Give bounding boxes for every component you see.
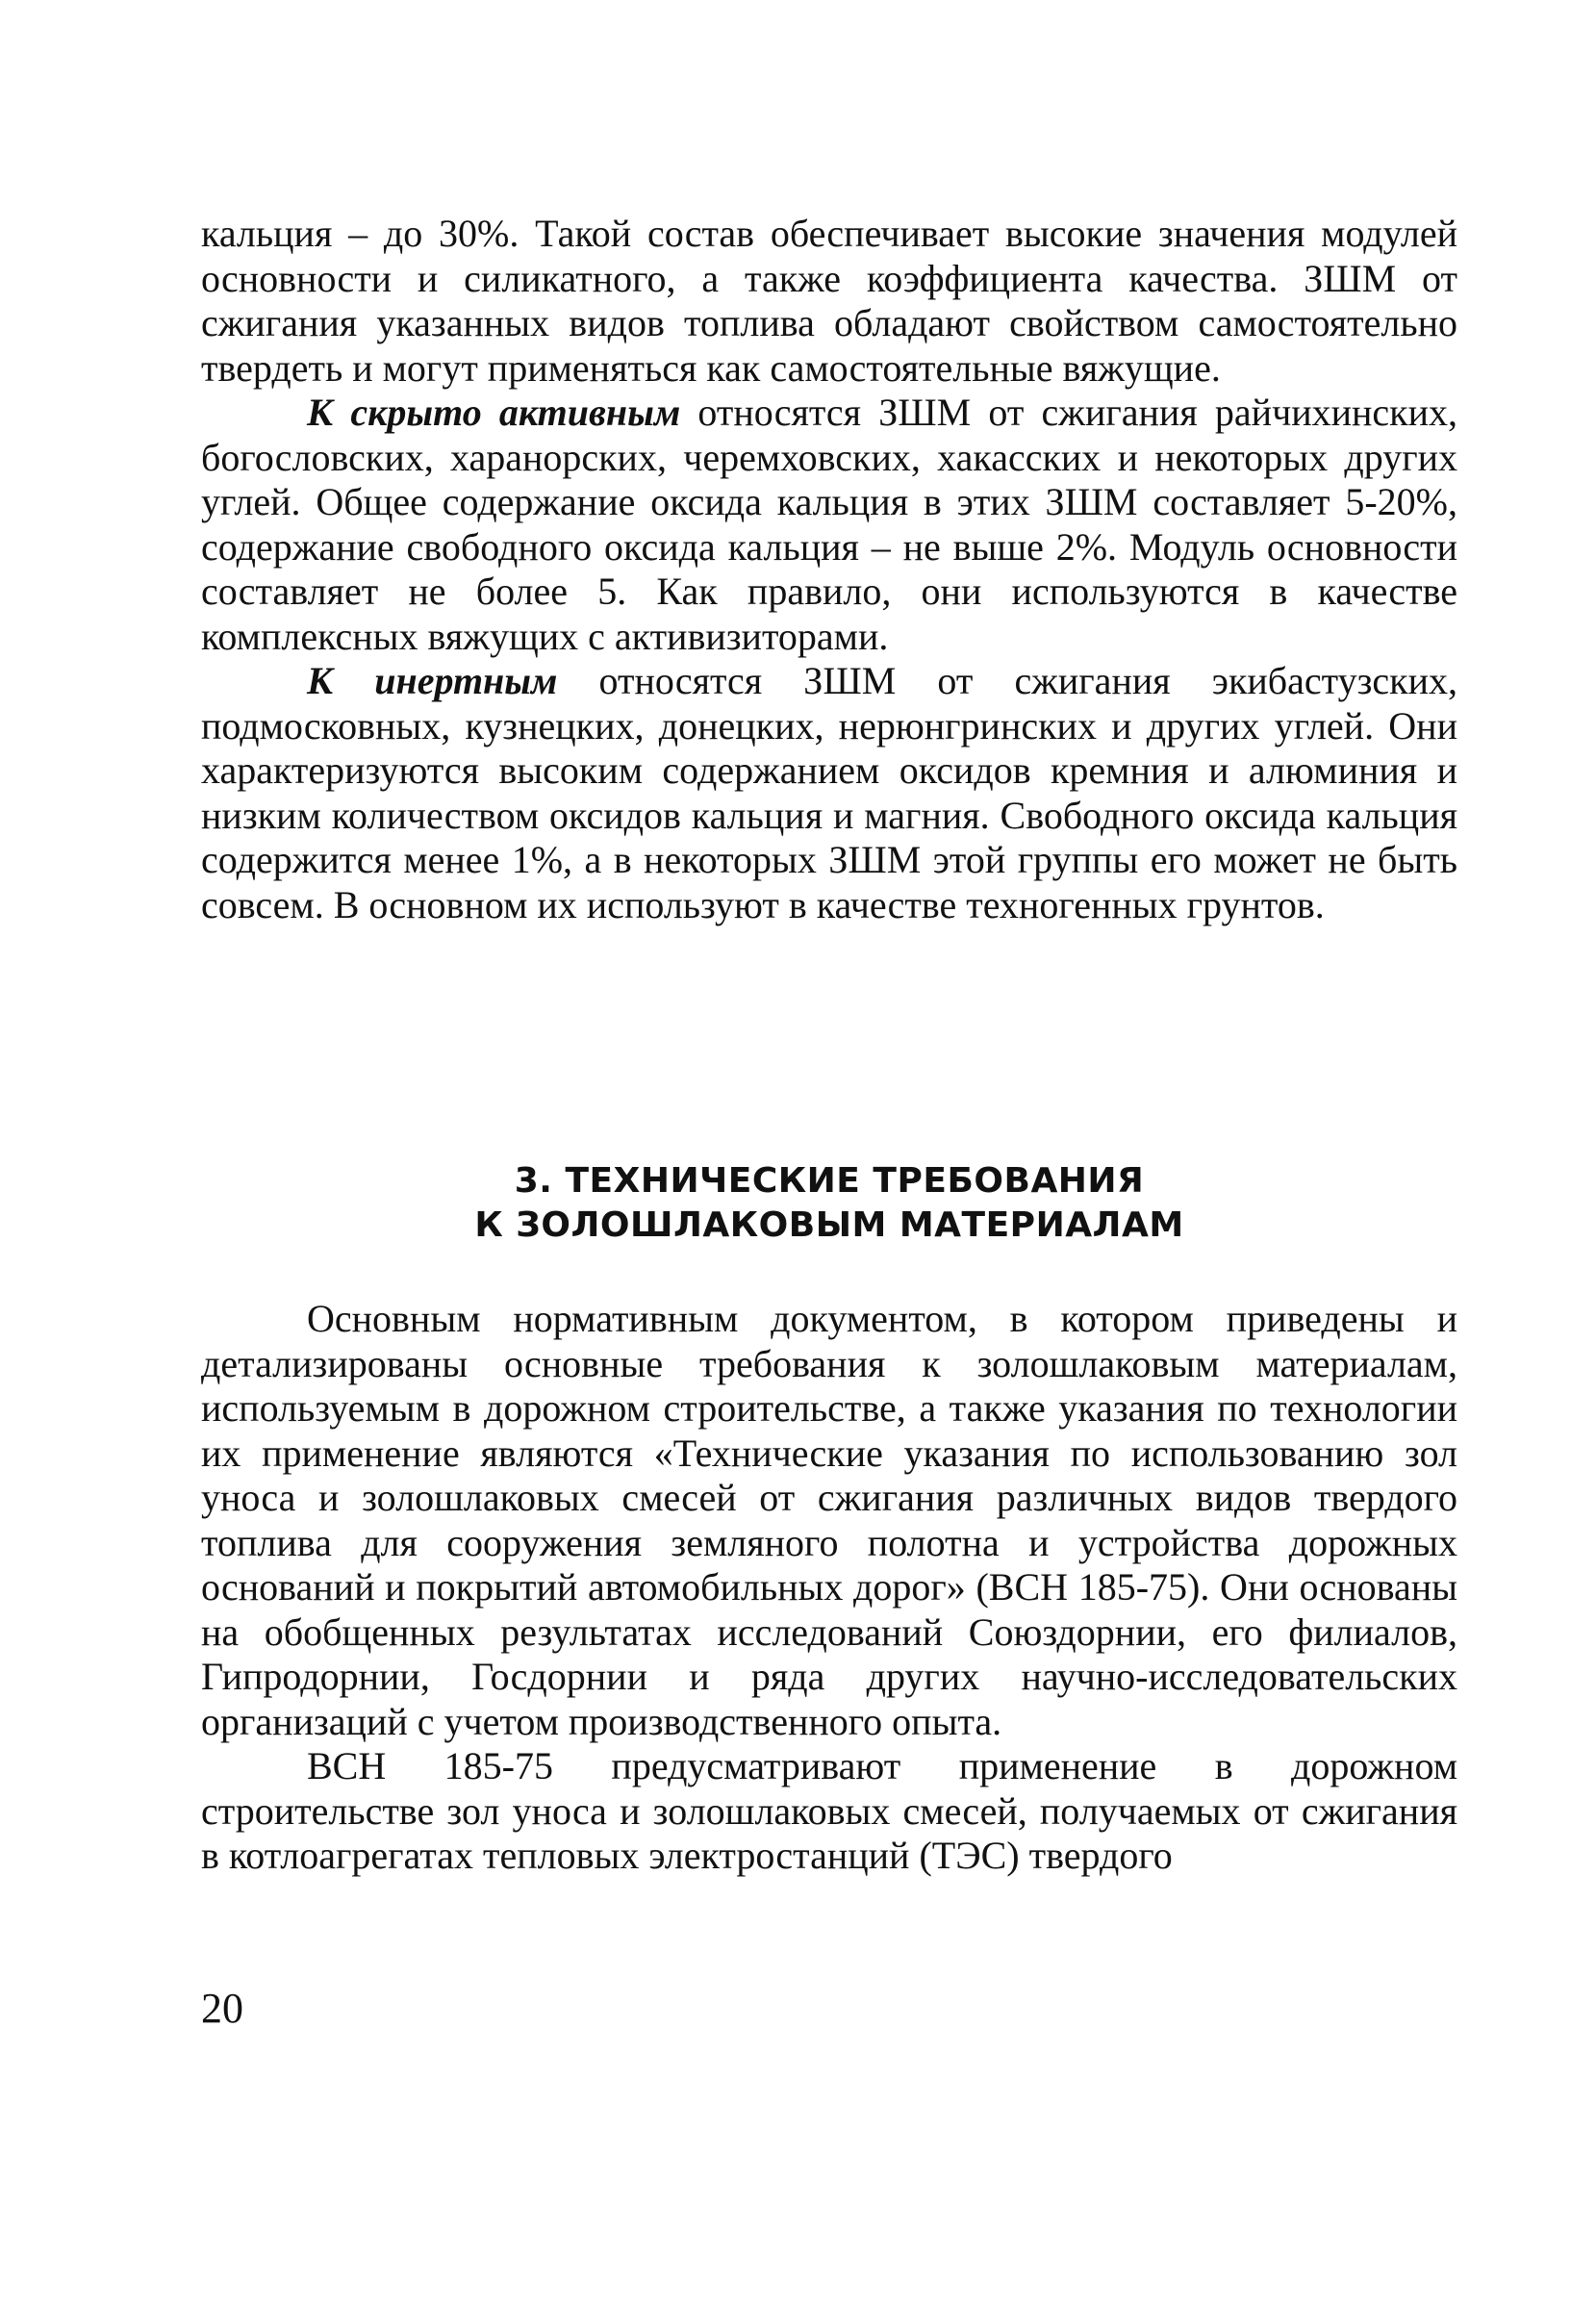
paragraph-calcium-content: кальция – до 30%. Такой состав обеспечивает высокие значения модулей основности и силикатного, а также коэффициента качества. ЗШМ от сжигания указанных видов топлива обладают свойством самостоятельно твердеть и могут применяться как самостоятельные вяжущие. [201,212,1457,390]
paragraph-normative-document: Основным нормативным документом, в котором приведены и детализированы основные требования к золошлаковым материалам, используемым в дорожном строительстве, а также указания по технологии их применение являются «Технические указания по использованию зол уноса и золошлаковых смесей от сжигания различных видов твердого топлива для сооружения земляного полотна и устройства дорожных оснований и покрытий автомобильных дорог» (ВСН 185-75). Они основаны на обобщенных результатах исследований Союздорнии, его филиалов, Гипродорнии, Госдорнии и ряда других научно-исследовательских организаций с учетом производственного опыта. [201,1297,1457,1743]
paragraph-vsn-provisions: ВСН 185-75 предусматривают применение в дорожном строительстве зол уноса и золошлаковых смесей, получаемых от сжигания в котлоагрегатах тепловых электростанций (ТЭС) твердого [201,1744,1457,1877]
paragraph-latent-active-text: относятся ЗШМ от сжигания райчихинских, богословских, харанорских, черемховских, хакасских и некоторых других углей. Общее содержание оксида кальция в этих ЗШМ составляет 5-20%, содержание свободного оксида кальция – не выше 2%. Модуль основности составляет не более 5. Как правило, они используются в качестве комплексных вяжущих с активизиторами. [201,391,1458,658]
section-heading [201,1159,1457,1248]
top-text-section [201,212,1457,927]
section-heading-line-2: К ЗОЛОШЛАКОВЫМ МАТЕРИАЛАМ [474,1205,1184,1245]
page-number: 20 [201,1985,243,2032]
bottom-text-section [201,1297,1457,1879]
paragraph-inert-text: относятся ЗШМ от сжигания экибастузских, подмосковных, кузнецких, донецких, нерюнгринских и других углей. Они характеризуются высоким содержанием оксидов кремния и алюминия и низким количеством оксидов кальция и магния. Свободного оксида кальция содержится менее 1%, а в некоторых ЗШМ этой группы его может не быть совсем. В основном их используют в качестве техногенных грунтов. [201,659,1457,926]
paragraph-latent-active [201,391,1457,659]
term-inert: К инертным [307,659,558,702]
paragraph-inert [201,659,1457,927]
section-heading-line-1: 3. ТЕХНИЧЕСКИЕ ТРЕБОВАНИЯ [514,1161,1145,1201]
term-latent-active: К скрыто активным [307,391,681,434]
